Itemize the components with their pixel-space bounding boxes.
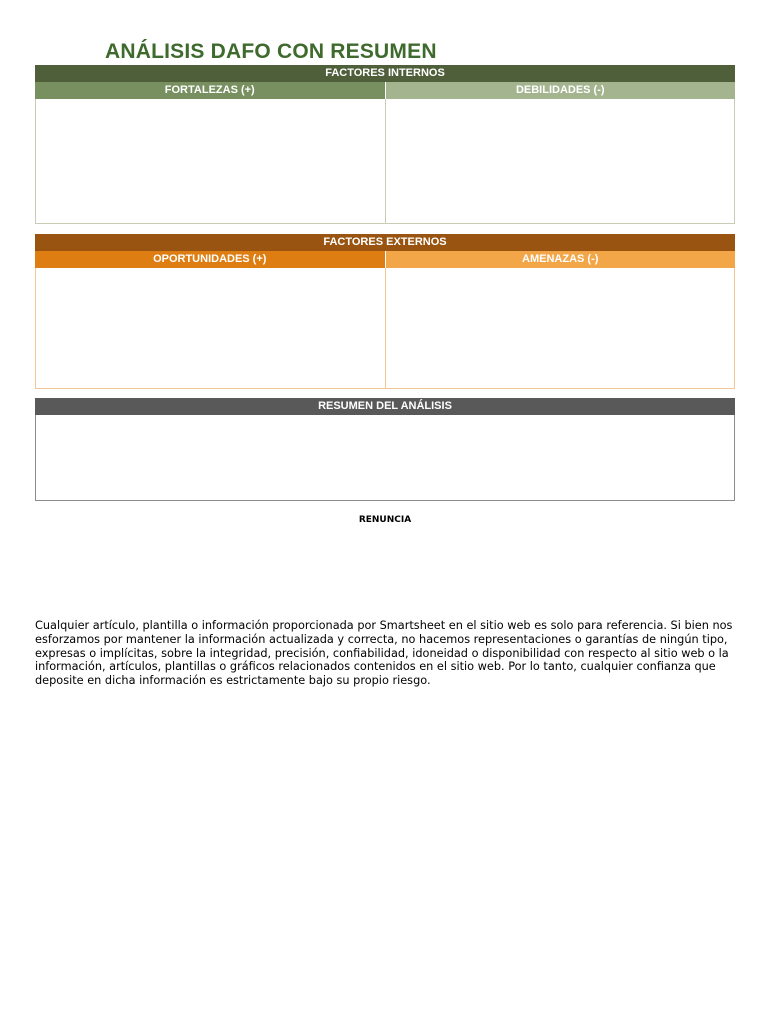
external-factors-section xyxy=(35,234,735,389)
strengths-cell[interactable] xyxy=(36,99,386,223)
external-factors-header: FACTORES EXTERNOS xyxy=(35,234,735,251)
weaknesses-cell[interactable] xyxy=(386,99,735,223)
external-factors-subheaders xyxy=(35,251,735,268)
internal-factors-subheaders xyxy=(35,82,735,99)
weaknesses-header: DEBILIDADES (-) xyxy=(386,82,736,99)
threats-cell[interactable] xyxy=(386,268,735,388)
summary-cell[interactable] xyxy=(35,415,735,501)
disclaimer-text: Cualquier artículo, plantilla o información proporcionada por Smartsheet en el sitio web es solo para referencia. Si bien nos esforzamos por mantener la información actualizada y correcta, no hacemos representaciones o garantías de ningún tipo, expresas o implícitas, sobre la integridad, precisión, confiabilidad, idoneidad o disponibilidad con respecto al sitio web o la información, artículos, plantillas o gráficos relacionados contenidos en el sitio web. Por lo tanto, cualquier confianza que deposite en dicha información es estrictamente bajo su propio riesgo. xyxy=(35,619,733,688)
opportunities-header: OPORTUNIDADES (+) xyxy=(35,251,386,268)
strengths-header: FORTALEZAS (+) xyxy=(35,82,386,99)
internal-factors-cells xyxy=(35,99,735,224)
internal-factors-header: FACTORES INTERNOS xyxy=(35,65,735,82)
page-title: ANÁLISIS DAFO CON RESUMEN xyxy=(105,40,437,63)
opportunities-cell[interactable] xyxy=(36,268,386,388)
summary-section xyxy=(35,398,735,501)
threats-header: AMENAZAS (-) xyxy=(386,251,736,268)
summary-header: RESUMEN DEL ANÁLISIS xyxy=(35,398,735,415)
disclaimer-title: RENUNCIA xyxy=(358,515,412,525)
internal-factors-section xyxy=(35,65,735,224)
external-factors-cells xyxy=(35,268,735,389)
